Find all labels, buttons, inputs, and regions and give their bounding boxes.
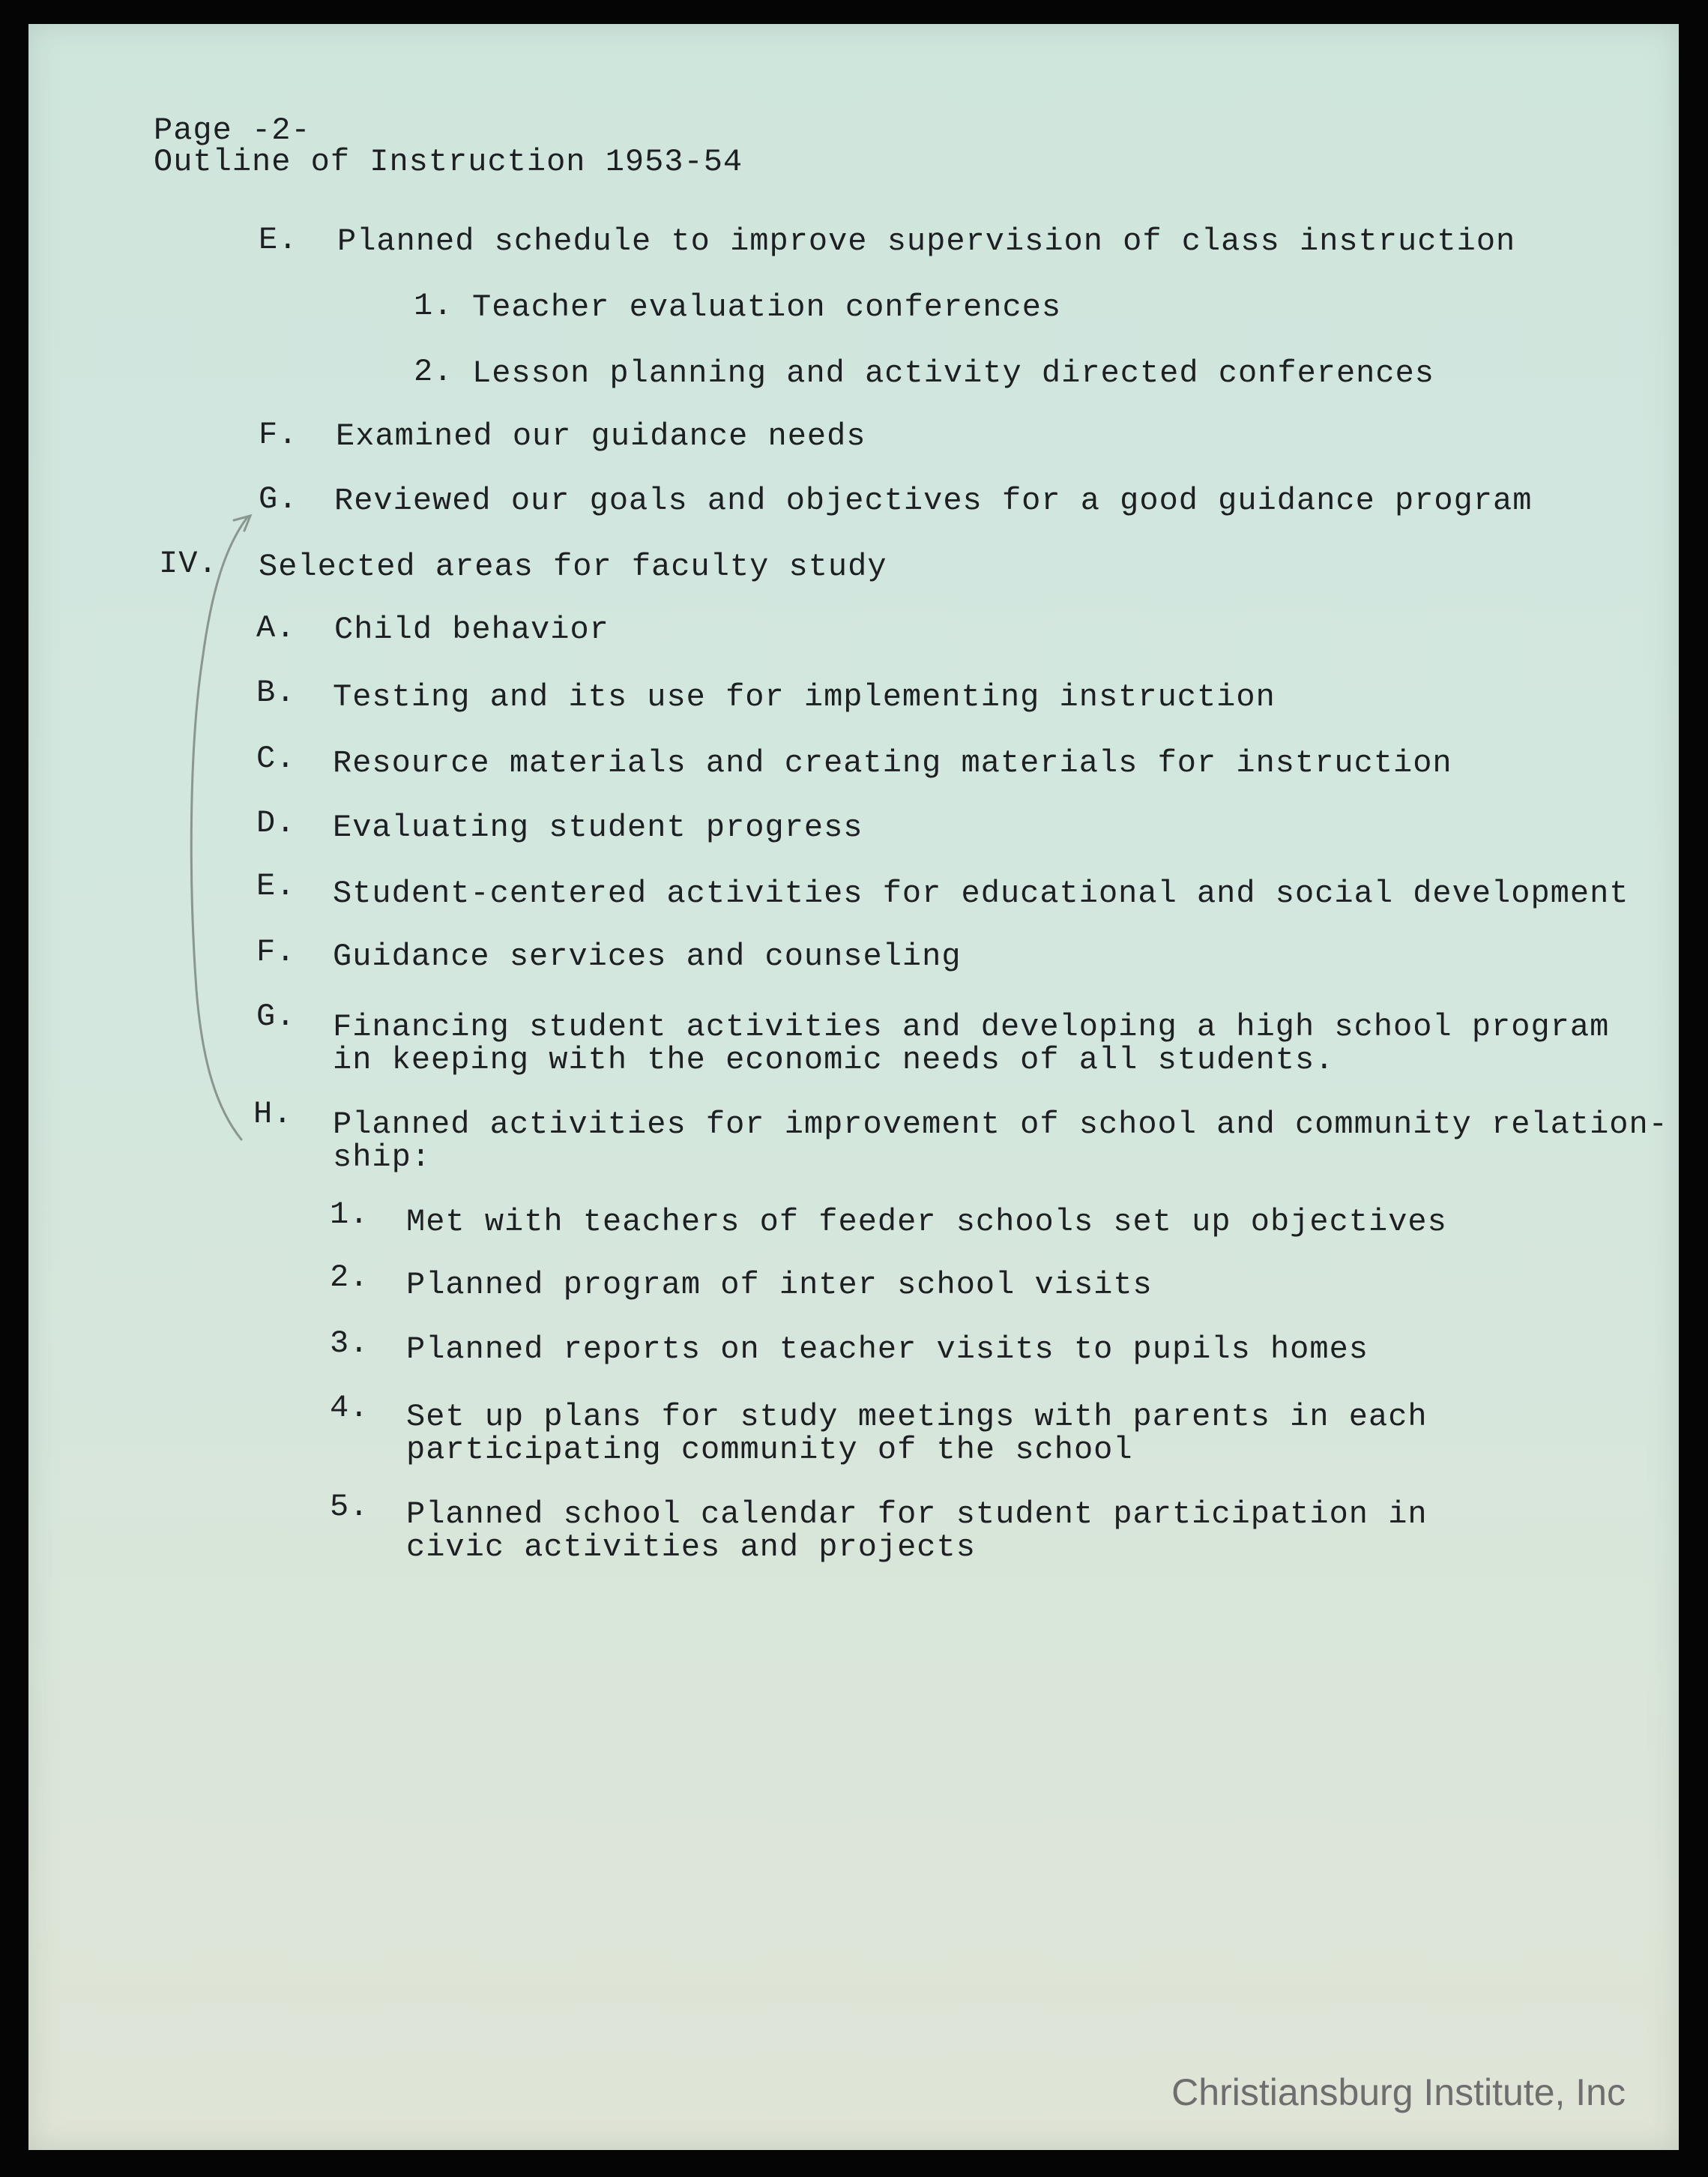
item-label: G. [259, 481, 298, 517]
item-text: Teacher evaluation conferences [472, 289, 1062, 325]
item-label: 4. [330, 1390, 369, 1426]
item-label: F. [259, 417, 298, 453]
item-text: Student-centered activities for educational and social development [333, 876, 1629, 912]
item-label: D. [256, 805, 296, 841]
item-label: G. [256, 999, 296, 1035]
item-text: Planned activities for improvement of school and community relation- ship: [333, 1106, 1668, 1175]
item-text: Planned reports on teacher visits to pupils homes [406, 1331, 1369, 1367]
item-label: 2. [414, 354, 453, 390]
item-text: Reviewed our goals and objectives for a good guidance program [334, 483, 1533, 519]
item-label: 5. [330, 1489, 369, 1525]
item-label: 2. [330, 1259, 369, 1295]
item-text: Met with teachers of feeder schools set up objectives [406, 1204, 1447, 1240]
watermark: Christiansburg Institute, Inc [1171, 2071, 1626, 2113]
item-text: Planned program of inter school visits [406, 1267, 1153, 1303]
item-text: Planned school calendar for student participation in civic activities and projects [406, 1496, 1428, 1565]
item-text: Planned schedule to improve supervision of class instruction [337, 223, 1516, 259]
item-label: A. [256, 610, 296, 646]
item-label: 3. [330, 1325, 369, 1361]
item-label: 1. [414, 288, 453, 324]
item-text: Guidance services and counseling [333, 939, 962, 975]
item-label: E. [259, 222, 298, 258]
item-label: C. [256, 741, 296, 777]
item-text: Child behavior [334, 612, 609, 648]
page-number: Page -2- [154, 112, 311, 148]
item-text: Testing and its use for implementing instruction [333, 679, 1276, 715]
item-text: Financing student activities and developing a high school program in keeping with the economic needs of all students. [333, 1009, 1610, 1078]
item-label: 1. [330, 1196, 369, 1232]
item-text: Set up plans for study meetings with parents in each participating community of the school [406, 1399, 1428, 1468]
item-text: Examined our guidance needs [336, 418, 866, 454]
item-label: E. [256, 868, 296, 904]
item-text: Resource materials and creating materials for instruction [333, 745, 1452, 781]
document-title: Outline of Instruction 1953-54 [154, 144, 743, 180]
item-text: Lesson planning and activity directed conferences [472, 355, 1435, 391]
section-text: Selected areas for faculty study [259, 549, 887, 585]
item-text: Evaluating student progress [333, 810, 863, 846]
section-label: IV. [159, 546, 218, 582]
item-label: B. [256, 675, 296, 711]
item-label: H. [253, 1096, 293, 1132]
item-label: F. [256, 934, 296, 970]
